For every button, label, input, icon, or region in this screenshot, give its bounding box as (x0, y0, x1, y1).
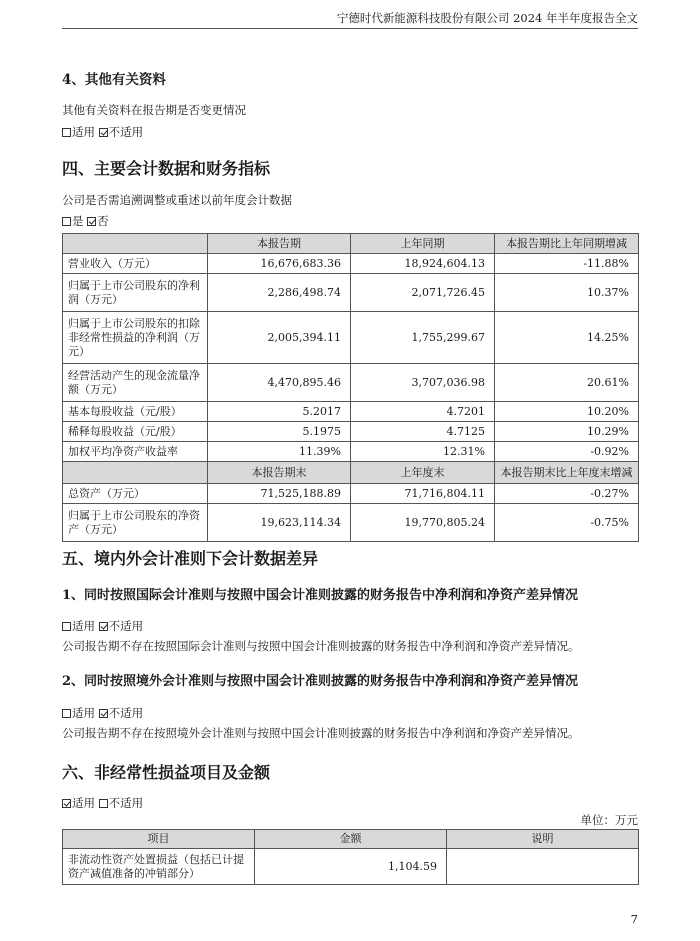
table-cell: 12.31% (351, 442, 495, 462)
section-v-sub2-options: 适用 不适用 (62, 705, 143, 721)
table-cell: -0.75% (495, 504, 639, 542)
financial-indicators-table (62, 233, 639, 542)
row-label: 经营活动产生的现金流量净额（万元） (63, 364, 208, 402)
section-4-title: 4、其他有关资料 (62, 72, 166, 88)
table-cell: -0.92% (495, 442, 639, 462)
table-cell: 16,676,683.36 (208, 254, 351, 274)
checkbox-unchecked-icon (62, 128, 71, 137)
table-cell: 19,770,805.24 (351, 504, 495, 542)
row-label: 总资产（万元） (63, 484, 208, 504)
table-cell: 20.61% (495, 364, 639, 402)
table-row (63, 402, 639, 422)
table-cell (447, 849, 639, 885)
table-row (63, 312, 639, 364)
table-cell: 2,005,394.11 (208, 312, 351, 364)
section-iv-desc: 公司是否需追溯调整或重述以前年度会计数据 (62, 193, 292, 207)
table-header-cell: 本报告期 (208, 234, 351, 254)
section-v-sub1-desc: 公司报告期不存在按照国际会计准则与按照中国会计准则披露的财务报告中净利润和净资产差异情况。 (62, 639, 580, 653)
row-label: 归属于上市公司股东的净利润（万元） (63, 274, 208, 312)
row-label: 归属于上市公司股东的净资产（万元） (63, 504, 208, 542)
section-v-sub1-options: 适用 不适用 (62, 618, 143, 634)
table-cell: 5.2017 (208, 402, 351, 422)
table-cell: 5.1975 (208, 422, 351, 442)
checkbox-checked-icon (99, 622, 108, 631)
table-cell: 4.7201 (351, 402, 495, 422)
checkbox-unchecked-icon (99, 799, 108, 808)
section-vi-options: 适用 不适用 (62, 795, 143, 811)
table-cell: 10.29% (495, 422, 639, 442)
table-header-cell: 说明 (447, 830, 639, 849)
checkbox-unchecked-icon (62, 709, 71, 718)
table-cell: -11.88% (495, 254, 639, 274)
table-cell: -0.27% (495, 484, 639, 504)
table-cell: 4,470,895.46 (208, 364, 351, 402)
table-row (63, 484, 639, 504)
section-v-sub2-title: 2、同时按照境外会计准则与按照中国会计准则披露的财务报告中净利润和净资产差异情况 (62, 674, 579, 689)
table-row (63, 422, 639, 442)
unit-label: 单位：万元 (580, 813, 638, 827)
table-header-cell: 上年度末 (351, 462, 495, 484)
section-iv-title: 四、主要会计数据和财务指标 (62, 159, 271, 178)
table-header-cell: 本报告期比上年同期增减 (495, 234, 639, 254)
table-row (63, 254, 639, 274)
table-row (63, 364, 639, 402)
table-header-cell: 金额 (255, 830, 447, 849)
table-cell: 1,104.59 (255, 849, 447, 885)
table-row (63, 442, 639, 462)
table-cell: 1,755,299.67 (351, 312, 495, 364)
table-cell: 14.25% (495, 312, 639, 364)
table-header-row (63, 462, 639, 484)
table-header-cell: 项目 (63, 830, 255, 849)
row-label: 归属于上市公司股东的扣除非经常性损益的净利润（万元） (63, 312, 208, 364)
table-header-cell (63, 234, 208, 254)
table-header-cell: 上年同期 (351, 234, 495, 254)
section-iv-options: 是 否 (62, 213, 109, 229)
page-header: 宁德时代新能源科技股份有限公司 2024 年半年度报告全文 (336, 11, 638, 25)
table-row (63, 504, 639, 542)
table-header-cell (63, 462, 208, 484)
table-cell: 2,071,726.45 (351, 274, 495, 312)
non-recurring-items-table (62, 829, 639, 885)
row-label: 营业收入（万元） (63, 254, 208, 274)
section-4-options: 适用 不适用 (62, 124, 143, 140)
table-header-cell: 本报告期末比上年度末增减 (495, 462, 639, 484)
row-label: 稀释每股收益（元/股） (63, 422, 208, 442)
table-cell: 10.20% (495, 402, 639, 422)
section-v-title: 五、境内外会计准则下会计数据差异 (62, 549, 319, 568)
section-4-desc: 其他有关资料在报告期是否变更情况 (62, 103, 246, 117)
checkbox-checked-icon (87, 217, 96, 226)
table-cell: 2,286,498.74 (208, 274, 351, 312)
table-row (63, 849, 639, 885)
section-v-sub1-title: 1、同时按照国际会计准则与按照中国会计准则披露的财务报告中净利润和净资产差异情况 (62, 588, 579, 603)
table-cell: 3,707,036.98 (351, 364, 495, 402)
table-cell: 11.39% (208, 442, 351, 462)
section-vi-title: 六、非经常性损益项目及金额 (62, 763, 271, 782)
table-cell: 71,716,804.11 (351, 484, 495, 504)
header-rule (62, 28, 638, 29)
table-cell: 4.7125 (351, 422, 495, 442)
table-header-cell: 本报告期末 (208, 462, 351, 484)
checkbox-checked-icon (99, 128, 108, 137)
row-label: 加权平均净资产收益率 (63, 442, 208, 462)
table-header-row (63, 234, 639, 254)
row-label: 非流动性资产处置损益（包括已计提资产减值准备的冲销部分） (63, 849, 255, 885)
table-cell: 71,525,188.89 (208, 484, 351, 504)
checkbox-unchecked-icon (62, 622, 71, 631)
section-v-sub2-desc: 公司报告期不存在按照境外会计准则与按照中国会计准则披露的财务报告中净利润和净资产差异情况。 (62, 726, 580, 740)
checkbox-checked-icon (99, 709, 108, 718)
page-number: 7 (630, 912, 638, 926)
table-row (63, 274, 639, 312)
checkbox-checked-icon (62, 799, 71, 808)
table-cell: 18,924,604.13 (351, 254, 495, 274)
table-header-row (63, 830, 639, 849)
checkbox-unchecked-icon (62, 217, 71, 226)
table-cell: 19,623,114.34 (208, 504, 351, 542)
table-cell: 10.37% (495, 274, 639, 312)
row-label: 基本每股收益（元/股） (63, 402, 208, 422)
